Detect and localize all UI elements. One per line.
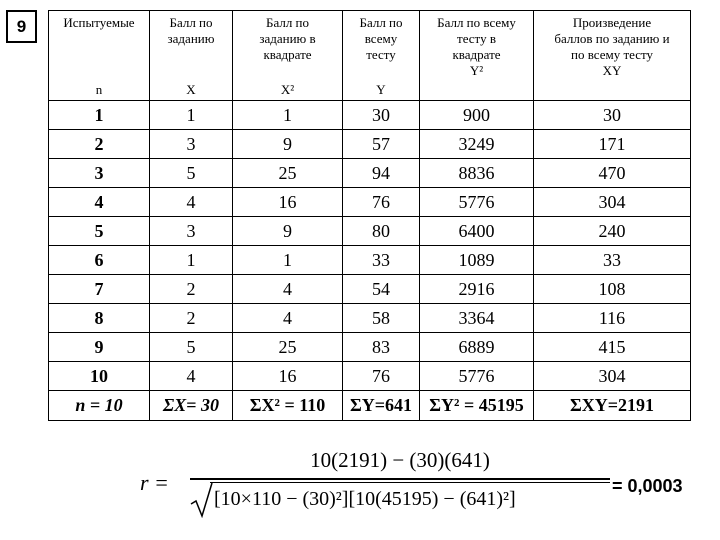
table-cell: 30 (343, 101, 420, 130)
table-cell: 5 (49, 217, 150, 246)
table-row (49, 333, 691, 362)
table-cell: 1 (150, 101, 233, 130)
table-cell: 1 (233, 246, 343, 275)
table-row (49, 101, 691, 130)
formula-numerator: 10(2191) − (30)(641) (310, 448, 490, 472)
table-cell: 8836 (420, 159, 534, 188)
sqrt-bar (210, 482, 610, 483)
correlation-table (48, 10, 691, 421)
table-cell: 8 (49, 304, 150, 333)
table-cell: 25 (233, 333, 343, 362)
table-cell: 304 (534, 362, 691, 391)
table-row (49, 304, 691, 333)
table-cell: 2 (150, 275, 233, 304)
table-cell: 6400 (420, 217, 534, 246)
formula-lhs: r = (140, 470, 169, 495)
table-cell: 6 (49, 246, 150, 275)
table-cell: 108 (534, 275, 691, 304)
table-cell: 2 (150, 304, 233, 333)
table-cell: 4 (233, 275, 343, 304)
table-cell: 94 (343, 159, 420, 188)
header-cell: Балл по заданию X (150, 11, 233, 101)
table-cell: 9 (233, 130, 343, 159)
table-cell: 1 (150, 246, 233, 275)
table-row (49, 159, 691, 188)
table-row (49, 362, 691, 391)
header-cell: Испытуемые n (49, 11, 150, 101)
table-cell: 1089 (420, 246, 534, 275)
table-cell: 1 (49, 101, 150, 130)
fraction-bar (190, 478, 610, 480)
table-cell: 171 (534, 130, 691, 159)
header-row (49, 11, 691, 101)
table-cell: 7 (49, 275, 150, 304)
total-cell: ΣX² = 110 (233, 391, 343, 421)
table-cell: 58 (343, 304, 420, 333)
table-cell: 30 (534, 101, 691, 130)
table-cell: 1 (233, 101, 343, 130)
table-cell: 304 (534, 188, 691, 217)
table-cell: 10 (49, 362, 150, 391)
table-cell: 5776 (420, 362, 534, 391)
header-cell: Произведение баллов по заданию и по всему тесту XY (534, 11, 691, 101)
header-cell: Балл по всему тесту в квадрате Y² (420, 11, 534, 101)
table-cell: 900 (420, 101, 534, 130)
table-cell: 76 (343, 188, 420, 217)
header-cell: Балл по заданию в квадрате X² (233, 11, 343, 101)
total-cell: ΣY² = 45195 (420, 391, 534, 421)
table-cell: 16 (233, 188, 343, 217)
table-cell: 2916 (420, 275, 534, 304)
table-cell: 54 (343, 275, 420, 304)
table-cell: 3 (150, 130, 233, 159)
sqrt-icon (190, 482, 216, 518)
table-cell: 4 (150, 362, 233, 391)
correlation-formula (140, 444, 610, 524)
table-cell: 57 (343, 130, 420, 159)
table-row (49, 275, 691, 304)
table-cell: 2 (49, 130, 150, 159)
table-row (49, 188, 691, 217)
total-cell: ΣXY=2191 (534, 391, 691, 421)
table-cell: 4 (49, 188, 150, 217)
table-cell: 16 (233, 362, 343, 391)
table-cell: 3 (150, 217, 233, 246)
table-row (49, 130, 691, 159)
table-cell: 33 (343, 246, 420, 275)
total-cell: ΣY=641 (343, 391, 420, 421)
totals-row (49, 391, 691, 421)
table-cell: 240 (534, 217, 691, 246)
total-cell: n = 10 (49, 391, 150, 421)
table-cell: 4 (233, 304, 343, 333)
table-cell: 116 (534, 304, 691, 333)
table-cell: 9 (233, 217, 343, 246)
table-cell: 3364 (420, 304, 534, 333)
table-cell: 9 (49, 333, 150, 362)
table-cell: 83 (343, 333, 420, 362)
table-row (49, 246, 691, 275)
table-cell: 470 (534, 159, 691, 188)
table-cell: 80 (343, 217, 420, 246)
table-cell: 76 (343, 362, 420, 391)
table-cell: 415 (534, 333, 691, 362)
formula-result: = 0,0003 (612, 476, 683, 496)
table-cell: 3 (49, 159, 150, 188)
table-cell: 5 (150, 159, 233, 188)
table-cell: 5776 (420, 188, 534, 217)
table-cell: 4 (150, 188, 233, 217)
formula-denominator-text: [10×110 − (30)²][10(45195) − (641)²] (214, 488, 516, 510)
table-cell: 5 (150, 333, 233, 362)
slide-number-badge: 9 (6, 10, 37, 43)
table-row (49, 217, 691, 246)
table-cell: 25 (233, 159, 343, 188)
header-cell: Балл по всему тесту Y (343, 11, 420, 101)
table-cell: 6889 (420, 333, 534, 362)
total-cell: ΣX= 30 (150, 391, 233, 421)
table-cell: 33 (534, 246, 691, 275)
table-cell: 3249 (420, 130, 534, 159)
